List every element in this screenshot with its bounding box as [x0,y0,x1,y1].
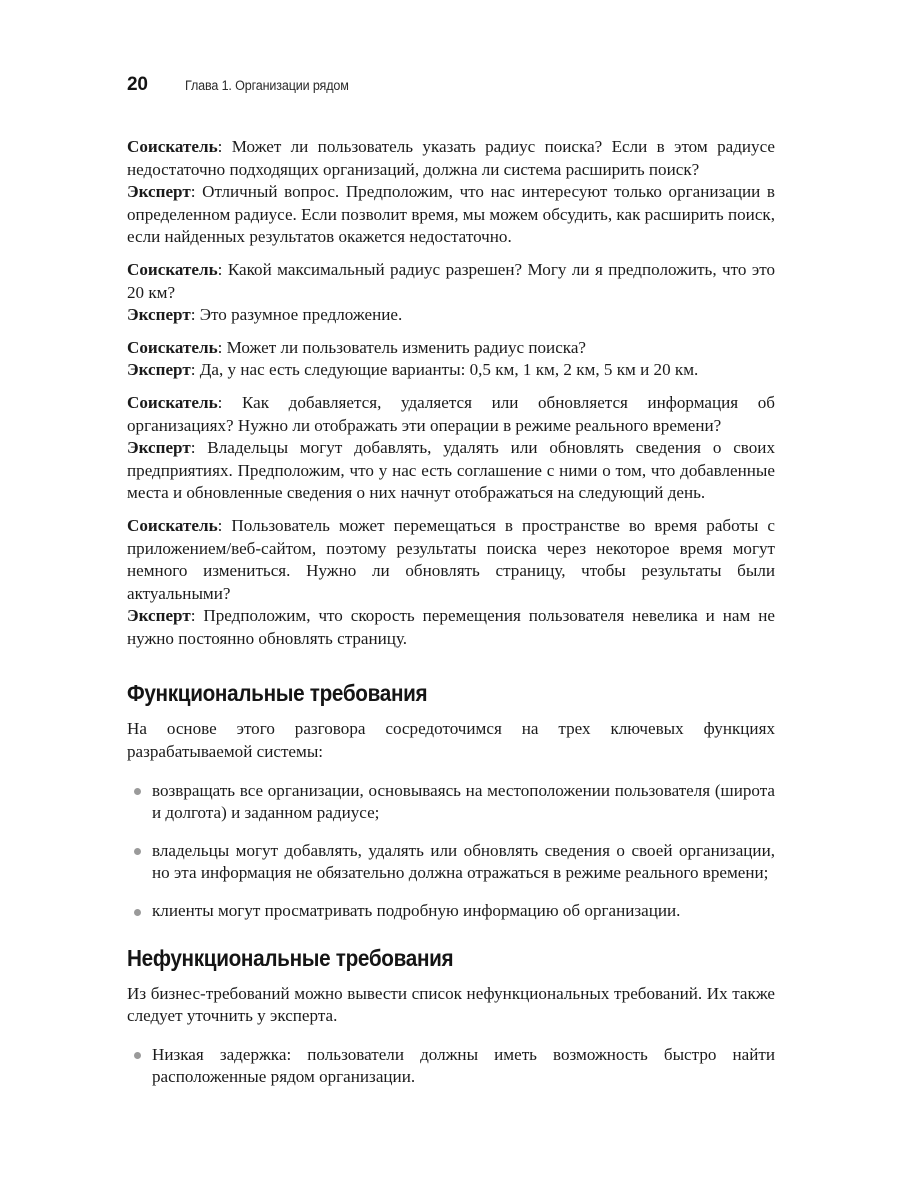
list-item [127,780,775,825]
speaker-text: : Это разумное предложение. [190,305,403,325]
speaker-label: Соискатель [127,259,218,279]
bullet-dot-icon [134,788,141,795]
speaker-text: : Пользователь может перемещаться в пространстве во время работы с приложением/веб-сайтом, поэтому результаты поиска через некоторое время могут немного измениться. Нужно ли обновлять страницу, чтобы результаты были актуальными? [127,515,775,603]
speaker-label: Эксперт [127,360,191,380]
speaker-text: : Отличный вопрос. Предположим, что нас интересуют только организации в определенном радиусе. Если позволит время, мы можем обсудить, как расширить поиск, если найденных результатов окажется недостаточно. [127,182,775,247]
page-number: 20 [127,74,148,95]
list-item [127,840,775,885]
running-head [127,74,775,96]
speaker-label: Соискатель [127,337,218,357]
list-item-text: возвращать все организации, основываясь на местоположении пользователя (широта и долгота) и заданном радиусе; [152,780,775,823]
dialogue-paragraph [127,515,775,651]
list-item-text: клиенты могут просматривать подробную информацию об организации. [152,901,681,921]
dialogue-paragraph [127,337,775,382]
nonfunctional-intro-paragraph: Из бизнес-требований можно вывести список нефункциональных требований. Их также следует уточнить у эксперта. [127,983,775,1026]
dialogue-paragraph [127,392,775,505]
speaker-label: Соискатель [127,392,218,412]
nonfunctional-requirements-list [127,1044,775,1089]
speaker-text: : Может ли пользователь изменить радиус поиска? [217,337,586,357]
speaker-text: : Предположим, что скорость перемещения пользователя невелика и нам не нужно постоянно обновлять страницу. [127,606,775,648]
text-column [127,136,775,1089]
speaker-label: Эксперт [127,606,191,626]
nonfunctional-requirements-section [127,923,775,1089]
speaker-text: : Да, у нас есть следующие варианты: 0,5 км, 1 км, 2 км, 5 км и 20 км. [190,360,699,380]
list-item [127,1044,775,1089]
list-item-text: Низкая задержка: пользователи должны иметь возможность быстро найти расположенные рядом организации. [152,1044,775,1087]
functional-requirements-heading: Функциональные требования [127,680,428,707]
speaker-label: Эксперт [127,438,191,458]
speaker-text: : Может ли пользователь указать радиус поиска? Если в этом радиусе недостаточно подходящих организаций, должна ли система расширить поиск? [127,137,775,179]
speaker-label: Соискатель [127,137,218,156]
speaker-text: : Какой максимальный радиус разрешен? Могу ли я предположить, что это 20 км? [127,259,775,302]
speaker-text: : Владельцы могут добавлять, удалять или обновлять сведения о своих предприятиях. Предположим, что у нас есть соглашение с ними о том, что добавленные места и обновленные сведения о них начнут отображаться на следующий день. [127,438,775,503]
chapter-running-title: Глава 1. Организации рядом [185,78,349,93]
bullet-dot-icon [134,1052,141,1059]
speaker-label: Эксперт [127,182,191,202]
list-item [127,900,775,923]
dialogue-paragraph [127,136,775,249]
nonfunctional-requirements-heading: Нефункциональные требования [127,944,454,971]
speaker-label: Эксперт [127,305,191,325]
functional-intro-paragraph: На основе этого разговора сосредоточимся на трех ключевых функциях разрабатываемой системы: [127,719,775,762]
dialogue-paragraph [127,259,775,327]
bullet-dot-icon [134,909,141,916]
speaker-label: Соискатель [127,515,218,535]
functional-requirements-section [127,660,775,922]
bullet-dot-icon [134,848,141,855]
functional-requirements-list [127,780,775,923]
list-item-text: владельцы могут добавлять, удалять или обновлять сведения о своей организации, но эта информация не обязательно должна отражаться в режиме реального времени; [152,840,775,883]
speaker-text: : Как добавляется, удаляется или обновляется информация об организациях? Нужно ли отображать эти операции в режиме реального времени? [127,392,775,435]
